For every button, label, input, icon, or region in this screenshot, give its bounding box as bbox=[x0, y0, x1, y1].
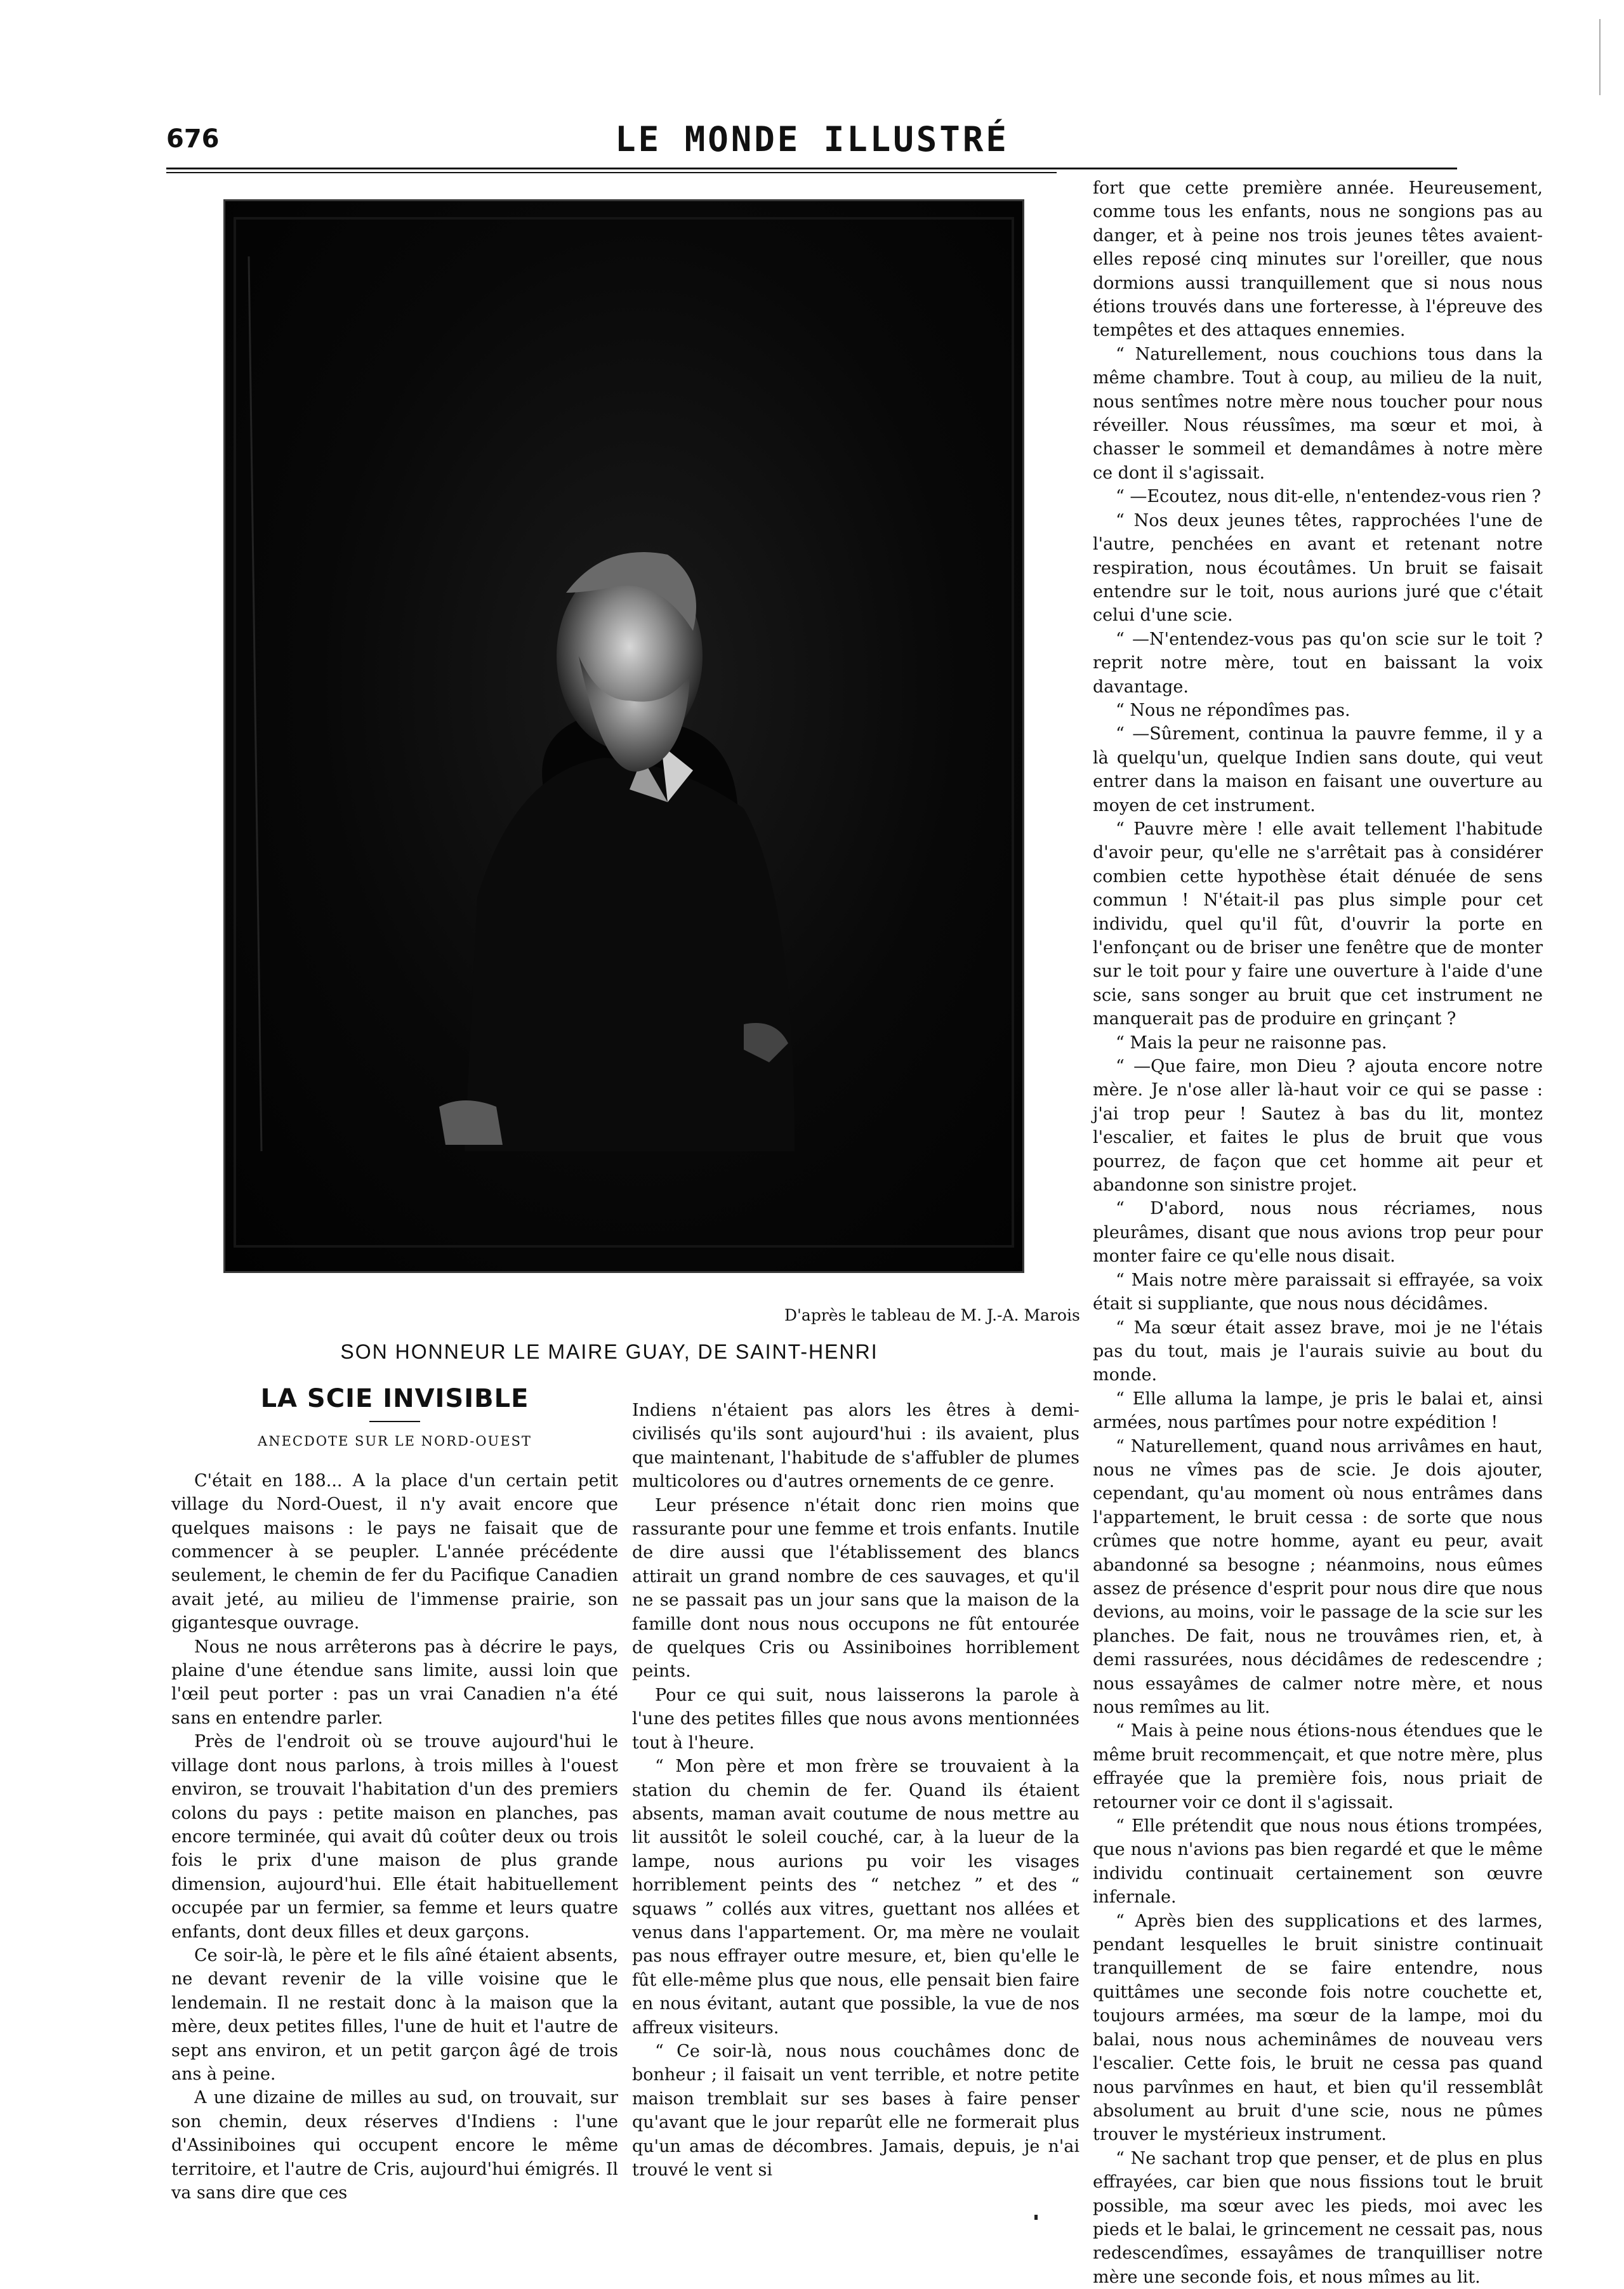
paragraph: Nous ne nous arrêterons pas à décrire le pays, plaine d'une étendue sans limite, aussi loin que l'œil peut porter : pas un vrai Canadien n'a été sans en entendre parler. bbox=[171, 1637, 618, 1728]
portrait-painting bbox=[223, 199, 1024, 1273]
paragraph: “ —Sûrement, continua la pauvre femme, il y a là quelqu'un, quelque Indien sans doute, qui veut entrer dans la maison en faisant une ouverture au moyen de cet instrument. bbox=[1093, 724, 1543, 815]
scan-speck bbox=[1034, 2215, 1038, 2220]
paragraph: “ Ne sachant trop que penser, et de plus en plus effrayées, car bien que nous fissions tout le bruit possible, ma sœur avec les pieds, moi avec les pieds et le balai, le grincement ne cessait pas, nous redescendîmes, essayâmes de tranquilliser notre mère une seconde fois, et nous mîmes au lit. bbox=[1093, 2148, 1543, 2287]
paragraph: “ Ce soir-là, nous nous couchâmes donc de bonheur ; il faisait un vent terrible, et notre petite maison tremblait sur ses bases à faire penser qu'avant que le jour reparût elle ne formerait plus qu'un amas de décombres. Jamais, depuis, je n'ai trouvé le vent si bbox=[632, 2041, 1079, 2180]
scan-edge-mark bbox=[1599, 19, 1601, 95]
paragraph: C'était en 188... A la place d'un certain petit village du Nord-Ouest, il n'y avait encore que quelques maisons : le pays ne faisait que de commencer à se peupler. L'année précédente seulement, le chemin de fer du Pacifique Canadien avait jeté, au milieu de l'immense prairie, son gigantesque ouvrage. bbox=[171, 1470, 618, 1633]
article-column-2 bbox=[632, 1399, 1079, 2182]
masthead: LE MONDE ILLUSTRÉ bbox=[615, 119, 1009, 159]
header-rule-secondary bbox=[166, 172, 1057, 173]
paragraph: “ Elle prétendit que nous nous étions trompées, que nous n'avions pas bien regardé et que le même individu continuait certainement son œuvre infernale. bbox=[1093, 1816, 1543, 1908]
header-rule bbox=[166, 168, 1457, 169]
paragraph: “ Pauvre mère ! elle avait tellement l'habitude d'avoir peur, qu'elle ne s'arrêtait pas à considérer combien cette hypothèse était dénuée de sens commun ! N'était-il pas plus simple pour cet individu, quel qu'il fût, d'ouvrir la porte en l'enfonçant ou de briser une fenêtre que de monter sur le toit pour y faire une ouverture à l'aide d'une scie, sans songer au bruit que cet instrument ne manquerait pas de produire en grinçant ? bbox=[1093, 819, 1543, 1029]
paragraph: “ D'abord, nous nous récriames, nous pleurâmes, disant que nous avions trop peur pour monter faire ce qu'elle nous disait. bbox=[1093, 1199, 1543, 1267]
paragraph: A une dizaine de milles au sud, on trouvait, sur son chemin, deux réserves d'Indiens : l'une d'Assiniboines qui occupent encore le même territoire, et l'autre de Cris, aujourd'hui émigrés. Il va sans dire que ces bbox=[171, 2088, 618, 2203]
paragraph: “ —N'entendez-vous pas qu'on scie sur le toit ? reprit notre mère, tout en baissant la voix davantage. bbox=[1093, 629, 1543, 697]
paragraph: “ Mon père et mon frère se trouvaient à la station du chemin de fer. Quand ils étaient absents, maman avait coutume de nous mettre au lit aussitôt le soleil couché, car, à la lueur de la lampe, nous aurions pu voir les visages horriblement peints des “ netchez ” et des “ squaws ” collés aux vitres, guettant nos allées et venus dans l'appartement. Or, ma mère ne voulait pas nous effrayer outre mesure, et, bien qu'elle le fût elle-même plus que nous, elle pensait bien faire en nous évitant, autant que possible, la vue de nos affreux visiteurs. bbox=[632, 1757, 1079, 2038]
paragraph: Ce soir-là, le père et le fils aîné étaient absents, ne devant revenir de la ville voisine que le lendemain. Il ne restait donc à la maison que la mère, deux petites filles, l'une de huit et l'autre de sept ans environ, et un petit garçon âgé de trois ans à peine. bbox=[171, 1945, 618, 2084]
paragraph: “ Mais à peine nous étions-nous étendues que le même bruit recommençait, et que notre mère, plus effrayée que la première fois, nous priait de retourner voir ce dont il s'agissait. bbox=[1093, 1721, 1543, 1812]
paragraph: fort que cette première année. Heureusement, comme tous les enfants, nous ne songions pas au danger, et à peine nos trois jeunes têtes avaient-elles reposé cinq minutes sur l'oreiller, que nous dormions aussi tranquillement que si nous nous étions trouvés dans une forteresse, à l'épreuve des tempêtes et des attaques ennemies. bbox=[1093, 178, 1543, 341]
illustration-caption: SON HONNEUR LE MAIRE GUAY, DE SAINT-HENRI bbox=[340, 1340, 878, 1363]
paragraph: Près de l'endroit où se trouve aujourd'hui le village dont nous parlons, à trois milles à l'ouest environ, se trouvait l'habitation d'un des premiers colons du pays : petite maison en planches, pas encore terminée, qui avait dû coûter deux ou trois fois le prix d'une maison de plus grande dimension, aujourd'hui. Elle était habituellement occupée par un fermier, sa femme et leurs quatre enfants, dont deux filles et deux garçons. bbox=[171, 1732, 618, 1942]
paragraph: Indiens n'étaient pas alors les êtres à demi-civilisés qu'ils sont aujourd'hui : ils avaient, plus que maintenant, l'habitude de s'affubler de plumes multicolores ou d'autres ornements de ce genre. bbox=[632, 1401, 1079, 1492]
paragraph: “ Mais notre mère paraissait si effrayée, sa voix était si suppliante, que nous nous décidâmes. bbox=[1093, 1270, 1543, 1314]
paragraph: Pour ce qui suit, nous laisserons la parole à l'une des petites filles que nous avons mentionnées tout à l'heure. bbox=[632, 1685, 1079, 1753]
title-rule bbox=[369, 1421, 420, 1422]
paragraph: “ —Ecoutez, nous dit-elle, n'entendez-vous rien ? bbox=[1116, 487, 1541, 507]
paragraph: “ Naturellement, nous couchions tous dans la même chambre. Tout à coup, au milieu de la nuit, nous sentîmes notre mère nous toucher pour nous réveiller. Nous réussîmes, ma sœur et moi, à chasser le sommeil et demandâmes à notre mère ce dont il s'agissait. bbox=[1093, 344, 1543, 483]
paragraph: “ Naturellement, quand nous arrivâmes en haut, nous ne vîmes pas de scie. Je dois ajouter, cependant, qu'au moment où nous entrâmes dans l'appartement, le bruit cessa : de sorte que nous crûmes que notre homme, ayant eu peur, avait abandonné sa besogne ; néanmoins, nous eûmes assez de présence d'esprit pour nous dire que nous devions, au moins, voir le passage de la scie sur les planches. De fait, nous ne trouvâmes rien, et, à demi rassurées, nous décidâmes de redescendre ; nous essayâmes de calmer notre mère, et nous nous remîmes au lit. bbox=[1093, 1436, 1543, 1717]
paragraph: “ —Que faire, mon Dieu ? ajouta encore notre mère. Je n'ose aller là-haut voir ce qui se passe : j'ai trop peur ! Sautez à bas du lit, montez l'escalier, et faites le plus de bruit que vous pourrez, de façon que cet homme ait peur et abandonne son sinistre projet. bbox=[1093, 1057, 1543, 1196]
paragraph: Leur présence n'était donc rien moins que rassurante pour une femme et trois enfants. Inutile de dire aussi que l'établissement des blancs attirait un grand nombre de ces sauvages, et qu'il ne se passait pas un jour sans que la maison de la famille dont nous nous occupons ne fût entourée de quelques Cris ou Assiniboines horriblement peints. bbox=[632, 1495, 1079, 1682]
illustration-credit: D'après le tableau de M. J.-A. Marois bbox=[784, 1306, 1080, 1324]
paragraph: “ Nous ne répondîmes pas. bbox=[1116, 700, 1350, 720]
article-subtitle: ANECDOTE SUR LE NORD-OUEST bbox=[258, 1434, 532, 1449]
paragraph: “ Nos deux jeunes têtes, rapprochées l'une de l'autre, penchées en avant et retenant notre respiration, nous écoutâmes. Un bruit se faisait entendre sur le toit, nous aurions juré que c'était celui d'une scie. bbox=[1093, 510, 1543, 626]
page-number: 676 bbox=[166, 124, 220, 154]
article-title: LA SCIE INVISIBLE bbox=[260, 1384, 529, 1413]
article-column-1 bbox=[171, 1384, 618, 2205]
paragraph: “ Mais la peur ne raisonne pas. bbox=[1116, 1032, 1387, 1053]
portrait-illustration bbox=[223, 199, 1024, 1273]
paragraph: “ Ma sœur était assez brave, moi je ne l'étais pas du tout, mais je l'aurais suivie au bout du monde. bbox=[1093, 1317, 1543, 1385]
article-column-3 bbox=[1093, 176, 1543, 2289]
paragraph: “ Après bien des supplications et des larmes, pendant lesquelles le bruit sinistre continuait tranquillement de se faire entendre, nous quittâmes une seconde fois notre couchette et, toujours armées, ma sœur de la lampe, moi du balai, nous nous acheminâmes de nouveau vers l'escalier. Cette fois, le bruit ne cessa pas quand nous parvînmes en haut, et bien qu'il ressemblât absolument au bruit d'une scie, nous ne pûmes trouver le mystérieux instrument. bbox=[1093, 1911, 1543, 2145]
paragraph: “ Elle alluma la lampe, je pris le balai et, ainsi armées, nous partîmes pour notre expédition ! bbox=[1093, 1389, 1543, 1433]
